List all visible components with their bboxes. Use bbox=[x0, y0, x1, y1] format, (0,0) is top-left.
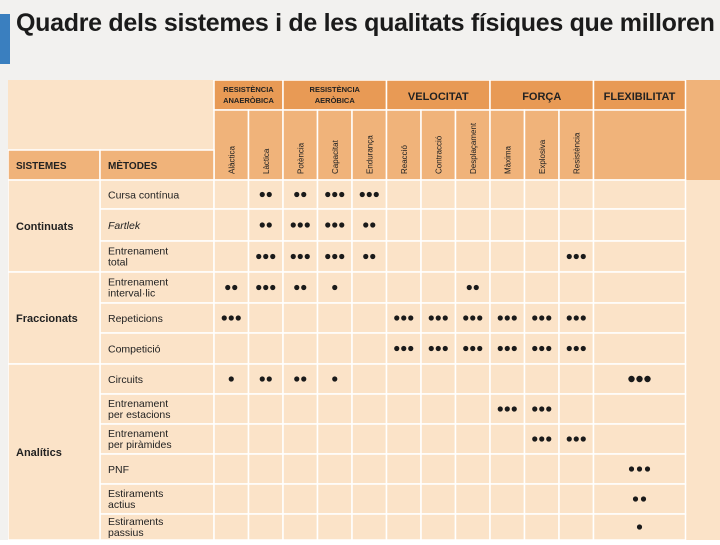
data-cell bbox=[490, 241, 525, 272]
method-label: Entrenament bbox=[108, 398, 169, 410]
data-cell bbox=[490, 364, 525, 394]
data-cell bbox=[559, 364, 594, 394]
data-cell bbox=[594, 180, 686, 209]
subcolumn-label: Alàctica bbox=[227, 145, 237, 174]
intensity-dot bbox=[581, 436, 586, 441]
methods-header-label: MÈTODES bbox=[108, 161, 158, 172]
data-cell bbox=[352, 484, 387, 514]
data-cell bbox=[318, 424, 353, 454]
data-cell bbox=[456, 209, 491, 241]
data-cell bbox=[387, 272, 422, 303]
data-cell bbox=[318, 333, 353, 364]
intensity-dot bbox=[260, 192, 265, 197]
data-cell bbox=[525, 484, 560, 514]
intensity-dot bbox=[270, 285, 275, 290]
subcolumn-label: Contracció bbox=[434, 135, 444, 174]
data-cell bbox=[387, 484, 422, 514]
data-cell bbox=[594, 424, 686, 454]
intensity-dot bbox=[546, 315, 551, 320]
method-label: Entrenament bbox=[108, 276, 169, 289]
data-cell bbox=[249, 394, 284, 424]
data-cell bbox=[352, 303, 387, 333]
subcolumn-label: Capacitat bbox=[330, 140, 340, 174]
intensity-dot bbox=[498, 346, 503, 351]
data-cell bbox=[283, 180, 318, 209]
intensity-dot bbox=[332, 222, 337, 227]
intensity-dot bbox=[301, 376, 306, 381]
intensity-dot bbox=[332, 376, 337, 381]
intensity-dot bbox=[477, 346, 482, 351]
data-cell bbox=[559, 484, 594, 514]
data-cell bbox=[490, 180, 525, 209]
intensity-dot bbox=[463, 346, 468, 351]
intensity-dot bbox=[546, 436, 551, 441]
intensity-dot bbox=[401, 346, 406, 351]
intensity-dot bbox=[256, 254, 261, 259]
qualities-table bbox=[8, 80, 720, 540]
data-cell bbox=[525, 272, 560, 303]
intensity-dot bbox=[394, 315, 399, 320]
intensity-dot bbox=[636, 376, 642, 382]
data-cell bbox=[283, 454, 318, 484]
data-cell bbox=[525, 180, 560, 209]
data-cell bbox=[594, 303, 686, 333]
page-title: Quadre dels sistemes i de les qualitats físiques que milloren bbox=[16, 9, 715, 37]
group-header-label: AERÒBICA bbox=[314, 96, 355, 105]
data-cell bbox=[421, 484, 456, 514]
data-cell bbox=[525, 454, 560, 484]
intensity-dot bbox=[229, 376, 234, 381]
intensity-dot bbox=[637, 466, 642, 471]
method-label: per estacions bbox=[108, 409, 171, 421]
data-cell bbox=[559, 454, 594, 484]
subcolumn-label: Desplaçament bbox=[468, 122, 478, 174]
data-cell bbox=[456, 394, 491, 424]
data-cell bbox=[387, 394, 422, 424]
data-cell bbox=[387, 514, 422, 540]
data-cell bbox=[456, 424, 491, 454]
intensity-dot bbox=[539, 436, 544, 441]
system-label: Continuats bbox=[16, 221, 74, 233]
data-cell bbox=[249, 333, 284, 364]
intensity-dot bbox=[512, 346, 517, 351]
intensity-dot bbox=[574, 315, 579, 320]
data-cell bbox=[249, 514, 284, 540]
group-header-label: VELOCITAT bbox=[407, 91, 469, 103]
systems-header-label: SISTEMES bbox=[16, 161, 67, 172]
intensity-dot bbox=[291, 222, 296, 227]
data-cell bbox=[490, 454, 525, 484]
data-cell bbox=[249, 180, 284, 209]
intensity-dot bbox=[222, 315, 227, 320]
intensity-dot bbox=[305, 254, 310, 259]
intensity-dot bbox=[332, 254, 337, 259]
subcolumn-label: Explosiva bbox=[537, 139, 547, 174]
intensity-dot bbox=[298, 254, 303, 259]
group-header-label: FORÇA bbox=[522, 91, 562, 103]
intensity-dot bbox=[370, 222, 375, 227]
intensity-dot bbox=[581, 315, 586, 320]
data-cell bbox=[318, 394, 353, 424]
intensity-dot bbox=[477, 315, 482, 320]
intensity-dot bbox=[498, 406, 503, 411]
data-cell bbox=[387, 454, 422, 484]
data-cell bbox=[490, 272, 525, 303]
intensity-dot bbox=[574, 436, 579, 441]
data-cell bbox=[249, 454, 284, 484]
method-label: Estiraments bbox=[108, 488, 164, 500]
data-cell bbox=[352, 424, 387, 454]
group-header-label: RESISTÈNCIA bbox=[309, 85, 360, 94]
data-cell bbox=[214, 333, 249, 364]
data-cell bbox=[456, 272, 491, 303]
intensity-dot bbox=[301, 285, 306, 290]
data-cell bbox=[490, 424, 525, 454]
data-cell bbox=[421, 180, 456, 209]
data-cell bbox=[283, 424, 318, 454]
intensity-dot bbox=[532, 436, 537, 441]
data-cell bbox=[352, 514, 387, 540]
data-cell bbox=[214, 424, 249, 454]
data-cell bbox=[249, 484, 284, 514]
data-cell bbox=[456, 364, 491, 394]
data-cell bbox=[352, 241, 387, 272]
intensity-dot bbox=[436, 346, 441, 351]
intensity-dot bbox=[394, 346, 399, 351]
group-header-label: RESISTÈNCIA bbox=[223, 85, 274, 94]
data-cell bbox=[214, 209, 249, 241]
data-cell bbox=[283, 364, 318, 394]
data-cell bbox=[214, 484, 249, 514]
data-cell bbox=[525, 209, 560, 241]
data-cell bbox=[249, 209, 284, 241]
intensity-dot bbox=[325, 254, 330, 259]
intensity-dot bbox=[574, 346, 579, 351]
data-cell bbox=[387, 364, 422, 394]
intensity-dot bbox=[301, 192, 306, 197]
data-cell bbox=[249, 424, 284, 454]
data-cell bbox=[352, 209, 387, 241]
intensity-dot bbox=[367, 192, 372, 197]
intensity-dot bbox=[267, 222, 272, 227]
data-cell bbox=[318, 303, 353, 333]
data-cell bbox=[387, 180, 422, 209]
method-label: actius bbox=[108, 499, 136, 511]
method-label: Entrenament bbox=[108, 245, 169, 258]
data-cell bbox=[525, 364, 560, 394]
intensity-dot bbox=[325, 222, 330, 227]
intensity-dot bbox=[263, 254, 268, 259]
subcolumn-label: Potència bbox=[296, 142, 306, 174]
data-cell bbox=[214, 454, 249, 484]
data-cell bbox=[559, 394, 594, 424]
data-cell bbox=[490, 209, 525, 241]
intensity-dot bbox=[408, 315, 413, 320]
data-cell bbox=[249, 364, 284, 394]
data-cell bbox=[559, 209, 594, 241]
intensity-dot bbox=[470, 346, 475, 351]
data-cell bbox=[559, 180, 594, 209]
data-cell bbox=[490, 514, 525, 540]
intensity-dot bbox=[225, 285, 230, 290]
data-cell bbox=[214, 272, 249, 303]
subcolumn-label: Reacció bbox=[399, 145, 409, 174]
data-cell bbox=[456, 180, 491, 209]
intensity-dot bbox=[256, 285, 261, 290]
intensity-dot bbox=[532, 315, 537, 320]
data-cell bbox=[214, 180, 249, 209]
intensity-dot bbox=[291, 254, 296, 259]
intensity-dot bbox=[463, 315, 468, 320]
data-cell bbox=[352, 394, 387, 424]
data-cell bbox=[490, 484, 525, 514]
intensity-dot bbox=[443, 315, 448, 320]
intensity-dot bbox=[628, 376, 634, 382]
data-cell bbox=[283, 333, 318, 364]
intensity-dot bbox=[232, 285, 237, 290]
qualities-table-svg bbox=[8, 80, 720, 540]
intensity-dot bbox=[539, 346, 544, 351]
intensity-dot bbox=[581, 254, 586, 259]
intensity-dot bbox=[467, 285, 472, 290]
method-label: PNF bbox=[108, 464, 129, 476]
intensity-dot bbox=[263, 285, 268, 290]
intensity-dot bbox=[429, 315, 434, 320]
method-label: interval·lic bbox=[108, 287, 156, 300]
data-cell bbox=[456, 514, 491, 540]
data-cell bbox=[525, 514, 560, 540]
data-cell bbox=[283, 514, 318, 540]
data-cell bbox=[214, 241, 249, 272]
intensity-dot bbox=[339, 192, 344, 197]
data-cell bbox=[594, 241, 686, 272]
data-cell bbox=[283, 394, 318, 424]
intensity-dot bbox=[325, 192, 330, 197]
data-cell bbox=[421, 241, 456, 272]
data-cell bbox=[283, 303, 318, 333]
data-cell bbox=[214, 394, 249, 424]
intensity-dot bbox=[505, 346, 510, 351]
intensity-dot bbox=[539, 406, 544, 411]
intensity-dot bbox=[429, 346, 434, 351]
data-cell bbox=[283, 484, 318, 514]
intensity-dot bbox=[370, 254, 375, 259]
subcolumn-label: Làctica bbox=[261, 148, 271, 174]
data-cell bbox=[352, 454, 387, 484]
intensity-dot bbox=[474, 285, 479, 290]
intensity-dot bbox=[360, 192, 365, 197]
intensity-dot bbox=[260, 222, 265, 227]
intensity-dot bbox=[567, 436, 572, 441]
data-cell bbox=[318, 454, 353, 484]
method-label: total bbox=[108, 256, 128, 269]
intensity-dot bbox=[532, 346, 537, 351]
subcolumn-label: Endurança bbox=[365, 135, 375, 174]
intensity-dot bbox=[339, 222, 344, 227]
method-label: per piràmides bbox=[108, 439, 172, 451]
data-cell bbox=[456, 241, 491, 272]
data-cell bbox=[352, 272, 387, 303]
data-cell bbox=[525, 241, 560, 272]
intensity-dot bbox=[512, 406, 517, 411]
intensity-dot bbox=[305, 222, 310, 227]
intensity-dot bbox=[505, 315, 510, 320]
intensity-dot bbox=[298, 222, 303, 227]
data-cell bbox=[318, 484, 353, 514]
method-label: Entrenament bbox=[108, 428, 169, 440]
intensity-dot bbox=[260, 376, 265, 381]
method-label: Cursa contínua bbox=[108, 189, 180, 202]
intensity-dot bbox=[644, 376, 650, 382]
data-cell bbox=[559, 272, 594, 303]
intensity-dot bbox=[546, 346, 551, 351]
intensity-dot bbox=[339, 254, 344, 259]
system-label: Analítics bbox=[16, 447, 62, 459]
data-cell bbox=[421, 424, 456, 454]
intensity-dot bbox=[332, 192, 337, 197]
intensity-dot bbox=[401, 315, 406, 320]
method-label: Fartlek bbox=[108, 220, 141, 232]
subcolumn-label: Màxima bbox=[503, 145, 513, 174]
data-cell bbox=[456, 454, 491, 484]
intensity-dot bbox=[236, 315, 241, 320]
intensity-dot bbox=[532, 406, 537, 411]
intensity-dot bbox=[641, 496, 646, 501]
intensity-dot bbox=[633, 496, 638, 501]
intensity-dot bbox=[539, 315, 544, 320]
intensity-dot bbox=[546, 406, 551, 411]
intensity-dot bbox=[229, 315, 234, 320]
data-cell bbox=[318, 514, 353, 540]
intensity-dot bbox=[363, 254, 368, 259]
data-cell bbox=[352, 333, 387, 364]
intensity-dot bbox=[294, 192, 299, 197]
intensity-dot bbox=[270, 254, 275, 259]
method-label: Repeticions bbox=[108, 313, 163, 325]
data-cell bbox=[456, 484, 491, 514]
group-header-label: FLEXIBILITAT bbox=[603, 91, 676, 103]
data-cell bbox=[594, 209, 686, 241]
subcolumn-header-cell bbox=[594, 110, 686, 180]
intensity-dot bbox=[567, 346, 572, 351]
intensity-dot bbox=[581, 346, 586, 351]
data-cell bbox=[421, 514, 456, 540]
data-cell bbox=[421, 394, 456, 424]
intensity-dot bbox=[332, 285, 337, 290]
subcolumn-label: Resistència bbox=[572, 132, 582, 174]
intensity-dot bbox=[567, 254, 572, 259]
intensity-dot bbox=[408, 346, 413, 351]
system-label: Fraccionats bbox=[16, 313, 78, 325]
group-header-label: ANAERÒBICA bbox=[223, 96, 274, 105]
title-accent-bar bbox=[0, 14, 10, 64]
method-label: Competició bbox=[108, 343, 161, 356]
data-cell bbox=[249, 303, 284, 333]
data-cell bbox=[387, 424, 422, 454]
method-label: Estiraments bbox=[108, 516, 164, 528]
intensity-dot bbox=[436, 315, 441, 320]
intensity-dot bbox=[267, 192, 272, 197]
method-label: passius bbox=[108, 527, 144, 539]
data-cell bbox=[214, 514, 249, 540]
data-cell bbox=[594, 394, 686, 424]
data-cell bbox=[421, 364, 456, 394]
data-cell bbox=[421, 272, 456, 303]
intensity-dot bbox=[629, 466, 634, 471]
intensity-dot bbox=[294, 376, 299, 381]
data-cell bbox=[283, 272, 318, 303]
intensity-dot bbox=[505, 406, 510, 411]
data-cell bbox=[387, 241, 422, 272]
data-cell bbox=[594, 272, 686, 303]
intensity-dot bbox=[374, 192, 379, 197]
intensity-dot bbox=[645, 466, 650, 471]
intensity-dot bbox=[294, 285, 299, 290]
intensity-dot bbox=[512, 315, 517, 320]
intensity-dot bbox=[443, 346, 448, 351]
data-cell bbox=[594, 333, 686, 364]
method-label: Circuits bbox=[108, 374, 144, 386]
data-cell bbox=[352, 364, 387, 394]
intensity-dot bbox=[363, 222, 368, 227]
data-cell bbox=[559, 514, 594, 540]
data-cell bbox=[387, 209, 422, 241]
intensity-dot bbox=[498, 315, 503, 320]
data-cell bbox=[421, 209, 456, 241]
data-cell bbox=[594, 484, 686, 514]
intensity-dot bbox=[567, 315, 572, 320]
data-cell bbox=[421, 454, 456, 484]
intensity-dot bbox=[574, 254, 579, 259]
intensity-dot bbox=[267, 376, 272, 381]
intensity-dot bbox=[470, 315, 475, 320]
intensity-dot bbox=[637, 524, 642, 529]
